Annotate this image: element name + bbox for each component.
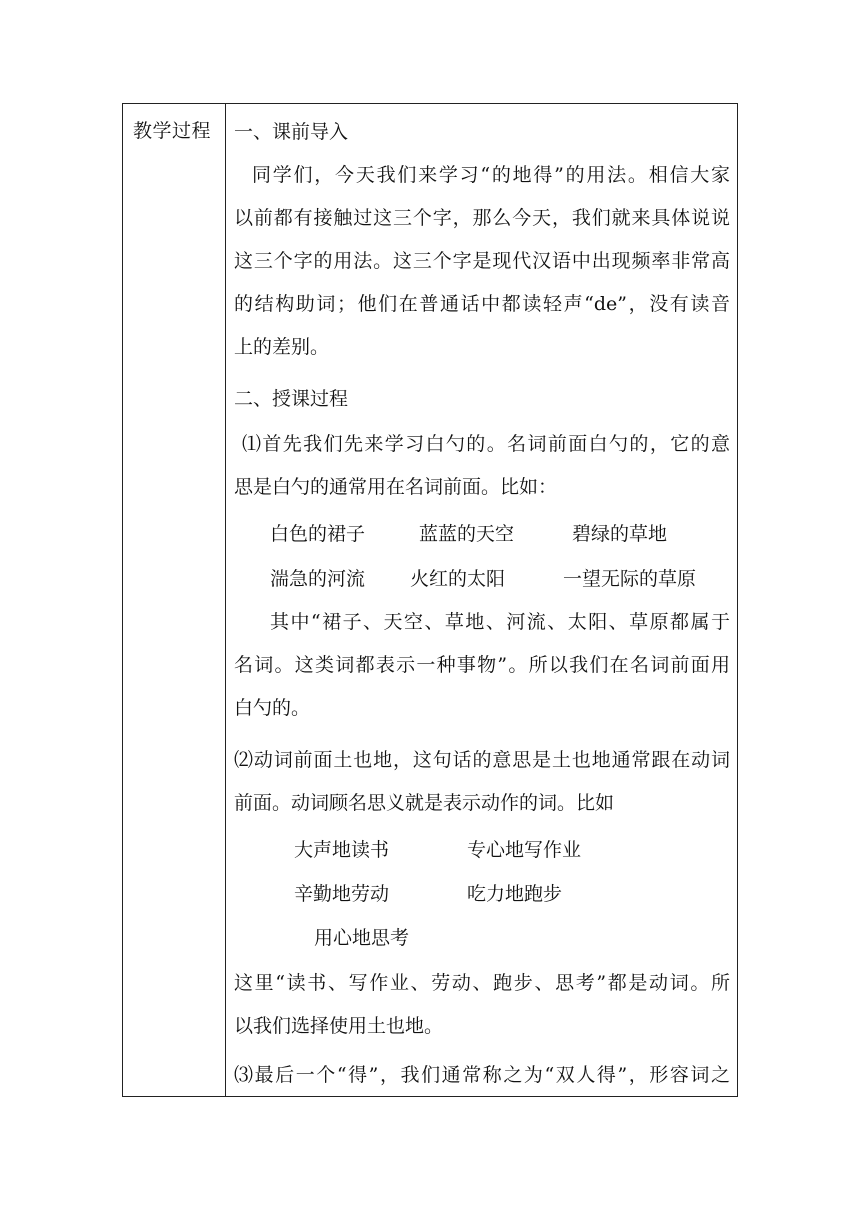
- example-phrase: 蓝蓝的天空: [419, 523, 515, 545]
- example-phrase: 一望无际的草原: [563, 568, 697, 590]
- example-phrase: 火红的太阳: [410, 568, 506, 590]
- lesson-table: [122, 103, 738, 1097]
- paragraph-line: 以前都有接触过这三个字，那么今天，我们就来具体说说: [234, 207, 730, 229]
- example-phrase: 湍急的河流: [270, 568, 366, 590]
- example-phrase: 用心地思考: [314, 927, 410, 949]
- paragraph-line: 这三个字的用法。这三个字是现代汉语中出现频率非常高: [234, 250, 730, 272]
- paragraph-line: 白勺的。: [234, 697, 311, 719]
- paragraph-line: 上的差别。: [234, 336, 330, 358]
- paragraph-line: 这里“读书、写作业、劳动、跑步、思考”都是动词。所: [234, 972, 730, 994]
- paragraph-line: ⑴首先我们先来学习白勺的。名词前面白勺的，它的意: [242, 433, 730, 455]
- row-label: 教学过程: [133, 120, 212, 142]
- section-heading: 一、课前导入: [234, 121, 349, 143]
- paragraph-line: 名词。这类词都表示一种事物”。所以我们在名词前面用: [234, 654, 730, 676]
- example-phrase: 专心地写作业: [467, 839, 582, 861]
- paragraph-line: 以我们选择使用土也地。: [234, 1015, 444, 1037]
- paragraph-line: ⑵动词前面土也地，这句话的意思是土也地通常跟在动词: [234, 749, 730, 771]
- example-phrase: 白色的裙子: [270, 523, 366, 545]
- section-heading: 二、授课过程: [234, 388, 349, 410]
- example-phrase: 辛勤地劳动: [294, 883, 390, 905]
- paragraph-line: 思是白勺的通常用在名词前面。比如：: [234, 476, 558, 498]
- paragraph-line: 前面。动词顾名思义就是表示动作的词。比如: [234, 792, 615, 814]
- example-phrase: 吃力地跑步: [467, 883, 563, 905]
- column-divider: [225, 104, 226, 1096]
- paragraph-line: 其中“裙子、天空、草地、河流、太阳、草原都属于: [270, 611, 730, 633]
- example-phrase: 碧绿的草地: [572, 523, 668, 545]
- paragraph-line: 同学们，今天我们来学习“的地得”的用法。相信大家: [252, 164, 730, 186]
- paragraph-line: ⑶最后一个“得”，我们通常称之为“双人得”，形容词之: [234, 1064, 730, 1086]
- example-phrase: 大声地读书: [294, 839, 390, 861]
- paragraph-line: 的结构助词；他们在普通话中都读轻声“de”，没有读音: [234, 293, 730, 315]
